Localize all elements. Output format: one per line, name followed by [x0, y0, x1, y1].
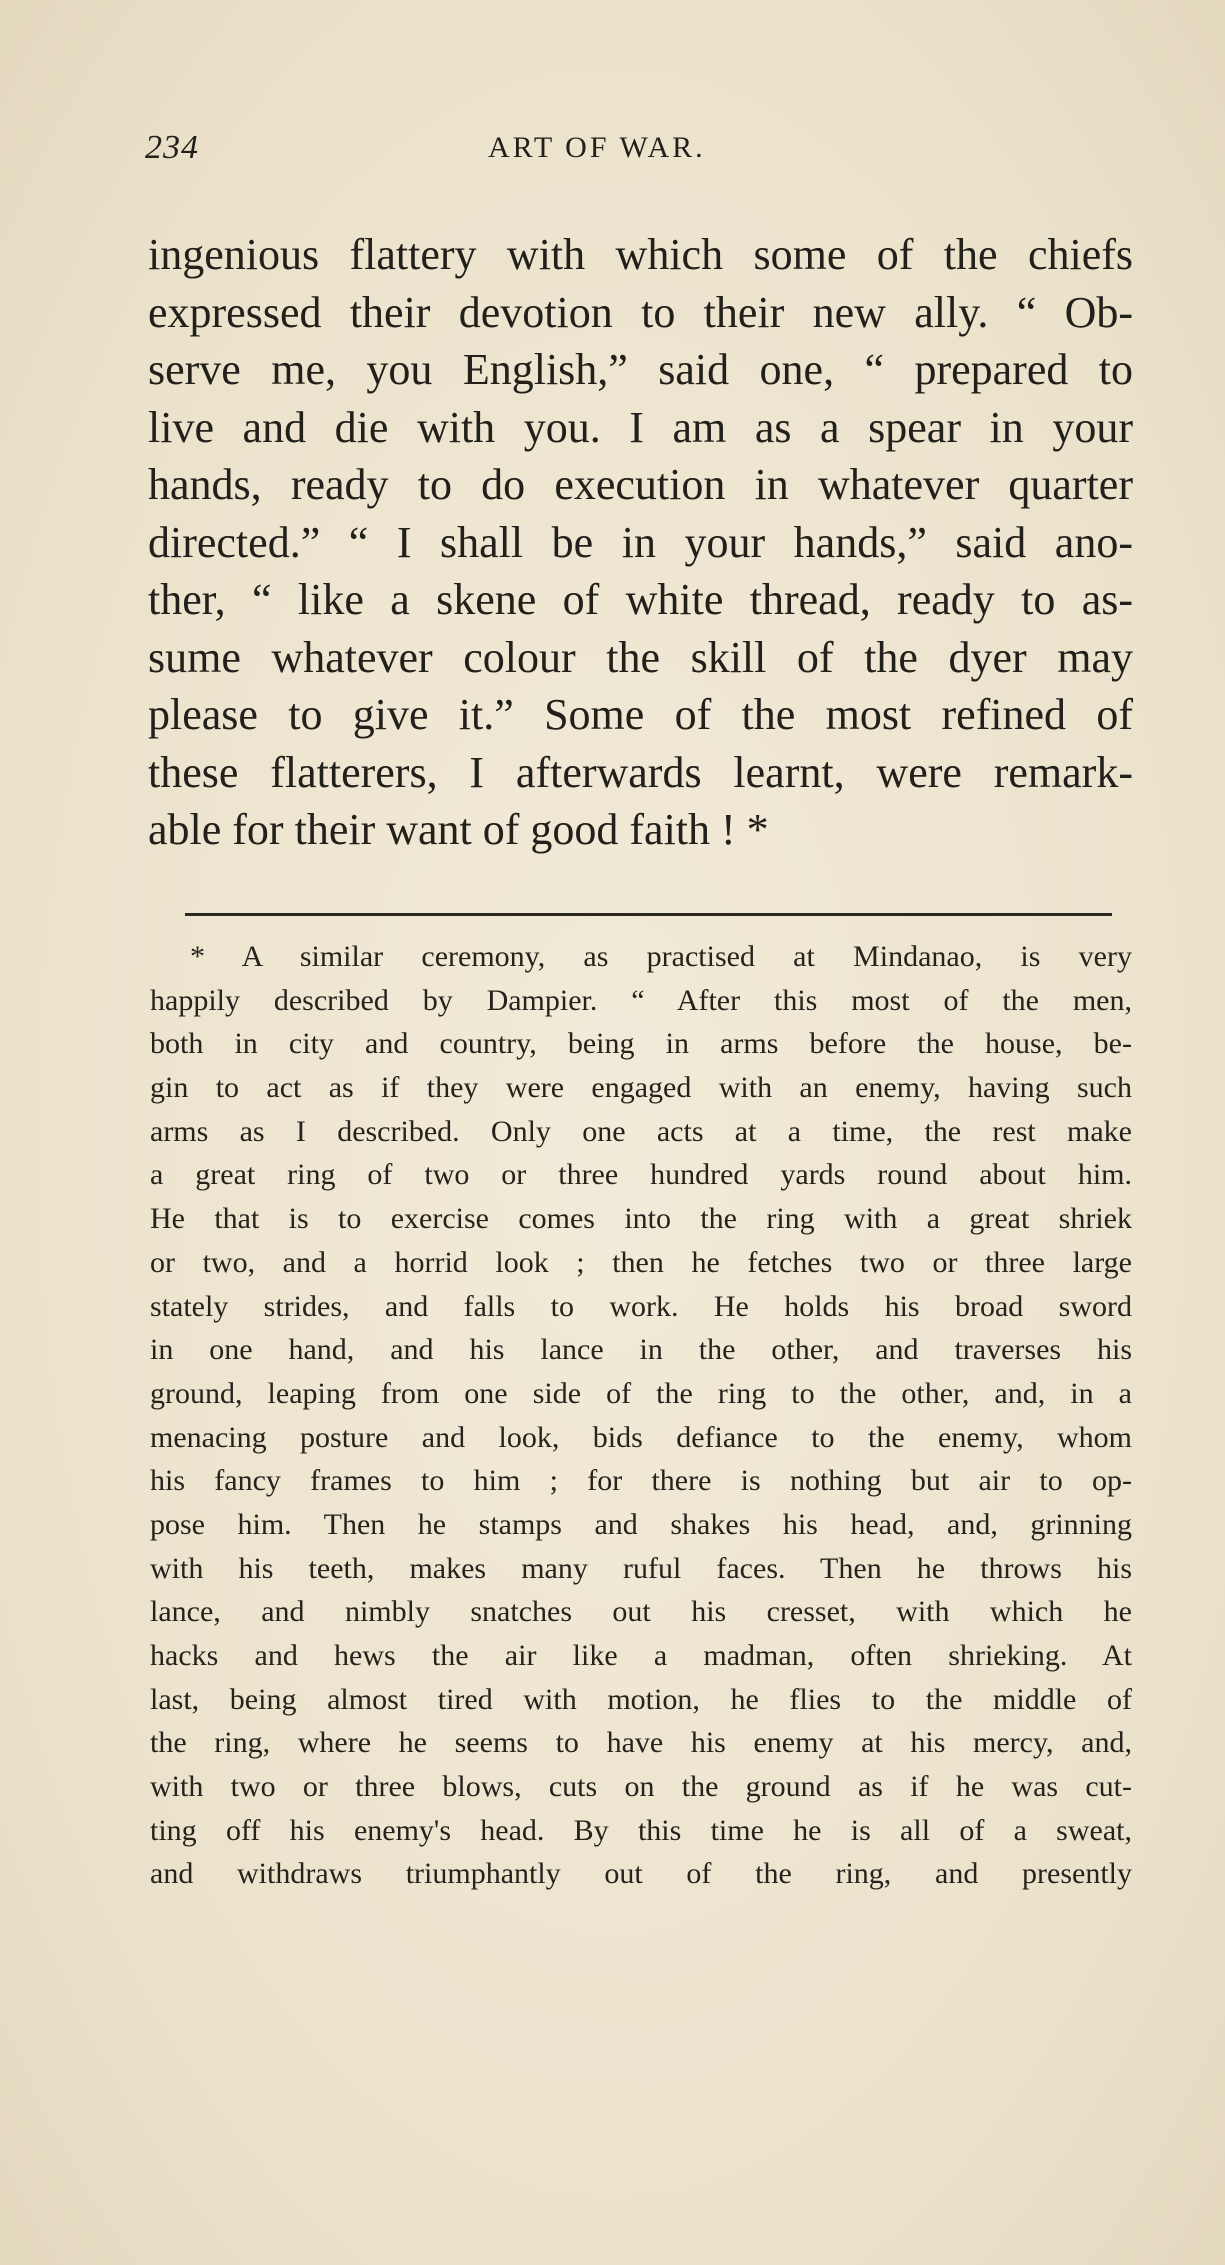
main-text-line: hands, ready to do execution in whatever quarter [148, 460, 1133, 509]
footnote-line: ground, leaping from one side of the ring to the other, and, in a [150, 1376, 1132, 1410]
main-text-line: serve me, you English,” said one, “ prepared to [148, 345, 1133, 394]
footnote-line: with two or three blows, cuts on the ground as if he was cut- [150, 1770, 1132, 1804]
footnote-line: with his teeth, makes many ruful faces. Then he throws his [150, 1551, 1132, 1585]
footnote-line: gin to act as if they were engaged with an enemy, having such [150, 1071, 1132, 1105]
footnote-line: or two, and a horrid look ; then he fetches two or three large [150, 1245, 1132, 1279]
main-text-line: these flatterers, I afterwards learnt, were remark- [148, 747, 1133, 797]
footnote-line: lance, and nimbly snatches out his cresset, with which he [150, 1595, 1132, 1629]
footnote-line: and withdraws triumphantly out of the ring, and presently [150, 1857, 1132, 1891]
footnote-line: menacing posture and look, bids defiance to the enemy, whom [150, 1420, 1132, 1454]
main-text-line: directed.” “ I shall be in your hands,” said ano- [148, 517, 1133, 567]
footnote-line: a great ring of two or three hundred yards round about him. [150, 1158, 1132, 1192]
footnote-line: ting off his enemy's head. By this time he is all of a sweat, [150, 1813, 1132, 1847]
main-text [148, 226, 1133, 859]
footnote-line: He that is to exercise comes into the ring with a great shriek [150, 1202, 1132, 1236]
footnote-line: * A similar ceremony, as practised at Mindanao, is very [190, 940, 1132, 973]
footnote-separator-rule [185, 913, 1112, 916]
footnote-line: last, being almost tired with motion, he flies to the middle of [150, 1682, 1132, 1716]
main-text-line: please to give it.” Some of the most refined of [148, 690, 1133, 739]
main-text-line: ingenious flattery with which some of the chiefs [148, 230, 1133, 279]
page-header [145, 128, 1125, 178]
footnote-line: pose him. Then he stamps and shakes his head, and, grinning [150, 1507, 1132, 1541]
footnote-line: stately strides, and falls to work. He holds his broad sword [150, 1289, 1132, 1323]
footnote-line: in one hand, and his lance in the other, and traverses his [150, 1333, 1132, 1367]
main-text-line: ther, “ like a skene of white thread, ready to as- [148, 575, 1133, 624]
footnote-line: his fancy frames to him ; for there is nothing but air to op- [150, 1464, 1132, 1498]
main-text-line: sume whatever colour the skill of the dyer may [148, 632, 1133, 682]
footnote-line: happily described by Dampier. “ After this most of the men, [150, 983, 1132, 1017]
main-text-line: expressed their devotion to their new ally. “ Ob- [148, 287, 1133, 337]
main-text-line: live and die with you. I am as a spear in your [148, 402, 1133, 452]
footnote-line: the ring, where he seems to have his enemy at his mercy, and, [150, 1726, 1132, 1760]
footnote-line: hacks and hews the air like a madman, often shrieking. At [150, 1639, 1132, 1672]
page-number: 234 [145, 129, 199, 166]
footnote [150, 935, 1132, 1896]
running-head: ART OF WAR. [488, 131, 706, 164]
main-text-line: able for their want of good faith ! * [148, 805, 769, 854]
footnote-line: arms as I described. Only one acts at a time, the rest make [150, 1114, 1132, 1148]
footnote-line: both in city and country, being in arms before the house, be- [150, 1027, 1132, 1061]
